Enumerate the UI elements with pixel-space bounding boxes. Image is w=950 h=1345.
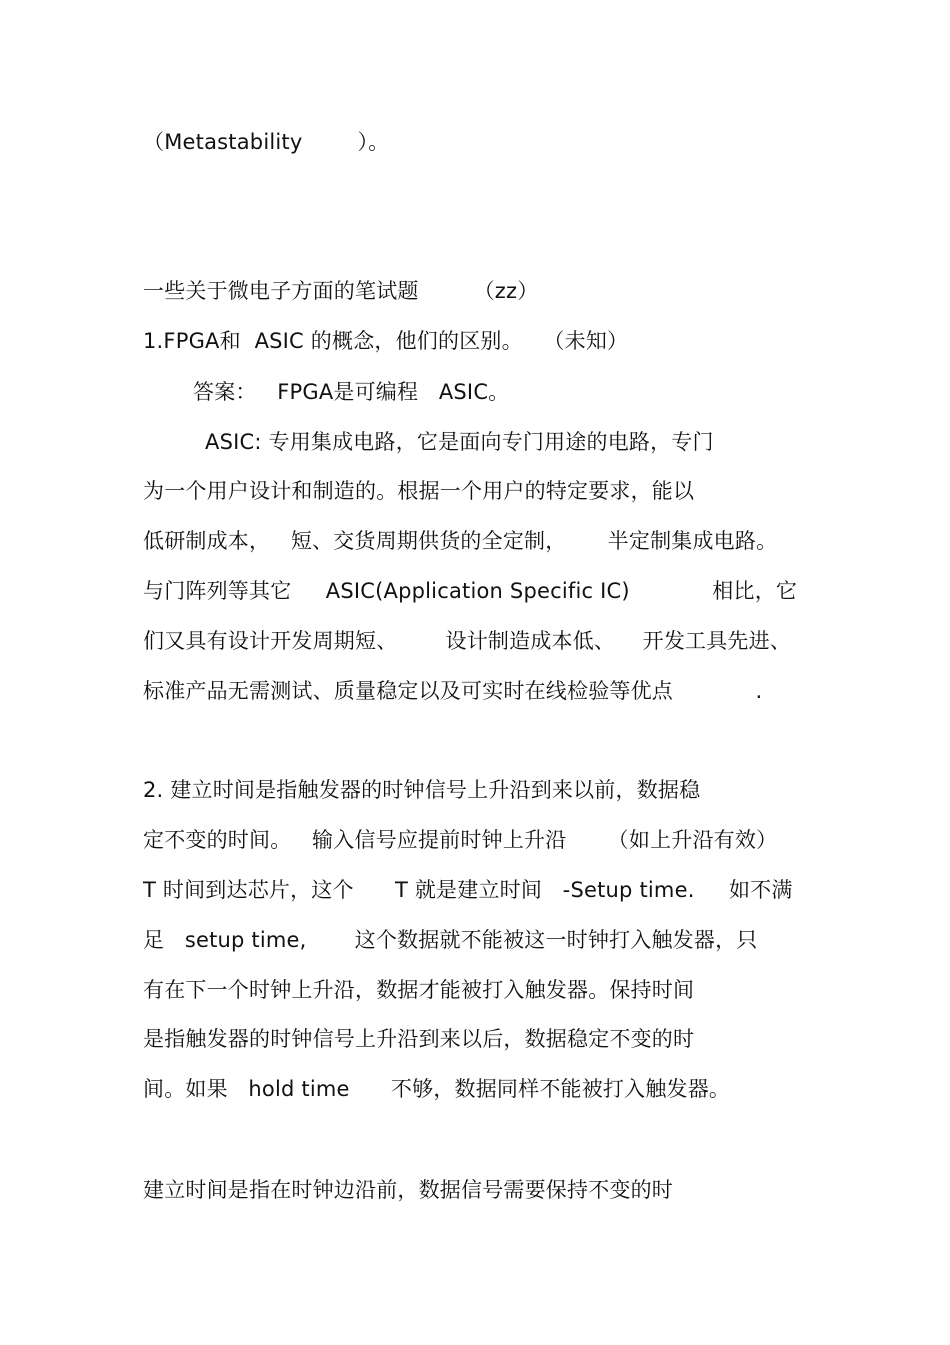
- paragraph-line: 有在下一个时钟上升沿，数据才能被打入触发器。保持时间: [143, 978, 695, 1002]
- paragraph-line: 定不变的时间。 输入信号应提前时钟上升沿 （如上升沿有效）: [143, 828, 778, 852]
- text-line-metastability: （Metastability ）。: [143, 130, 390, 154]
- paragraph-line: 是指触发器的时钟信号上升沿到来以后，数据稳定不变的时: [143, 1027, 695, 1051]
- question-2: 2. 建立时间是指触发器的时钟信号上升沿到来以前，数据稳: [143, 778, 701, 802]
- paragraph-line: 足 setup time, 这个数据就不能被这一时钟打入触发器，只: [143, 928, 758, 952]
- paragraph-line: 标准产品无需测试、质量稳定以及可实时在线检验等优点 .: [143, 679, 763, 703]
- paragraph-line: 为一个用户设计和制造的。根据一个用户的特定要求，能以: [143, 479, 695, 503]
- answer-line: 答案： FPGA是可编程 ASIC。: [193, 380, 510, 404]
- paragraph-line: 们又具有设计开发周期短、 设计制造成本低、 开发工具先进、: [143, 629, 792, 653]
- paragraph-line: ASIC: 专用集成电路，它是面向专门用途的电路，专门: [205, 430, 714, 454]
- paragraph-line: 低研制成本， 短、交货周期供货的全定制， 半定制集成电路。: [143, 529, 778, 553]
- section-title: 一些关于微电子方面的笔试题 （zz）: [143, 279, 539, 303]
- paragraph-line: T 时间到达芯片，这个 T 就是建立时间 -Setup time. 如不满: [143, 878, 793, 902]
- paragraph-line: 建立时间是指在时钟边沿前，数据信号需要保持不变的时: [143, 1178, 673, 1202]
- paragraph-line: 间。如果 hold time 不够，数据同样不能被打入触发器。: [143, 1077, 731, 1101]
- question-1: 1.FPGA和 ASIC 的概念，他们的区别。 （未知）: [143, 329, 629, 353]
- paragraph-line: 与门阵列等其它 ASIC(Application Specific IC) 相比，它: [143, 579, 798, 603]
